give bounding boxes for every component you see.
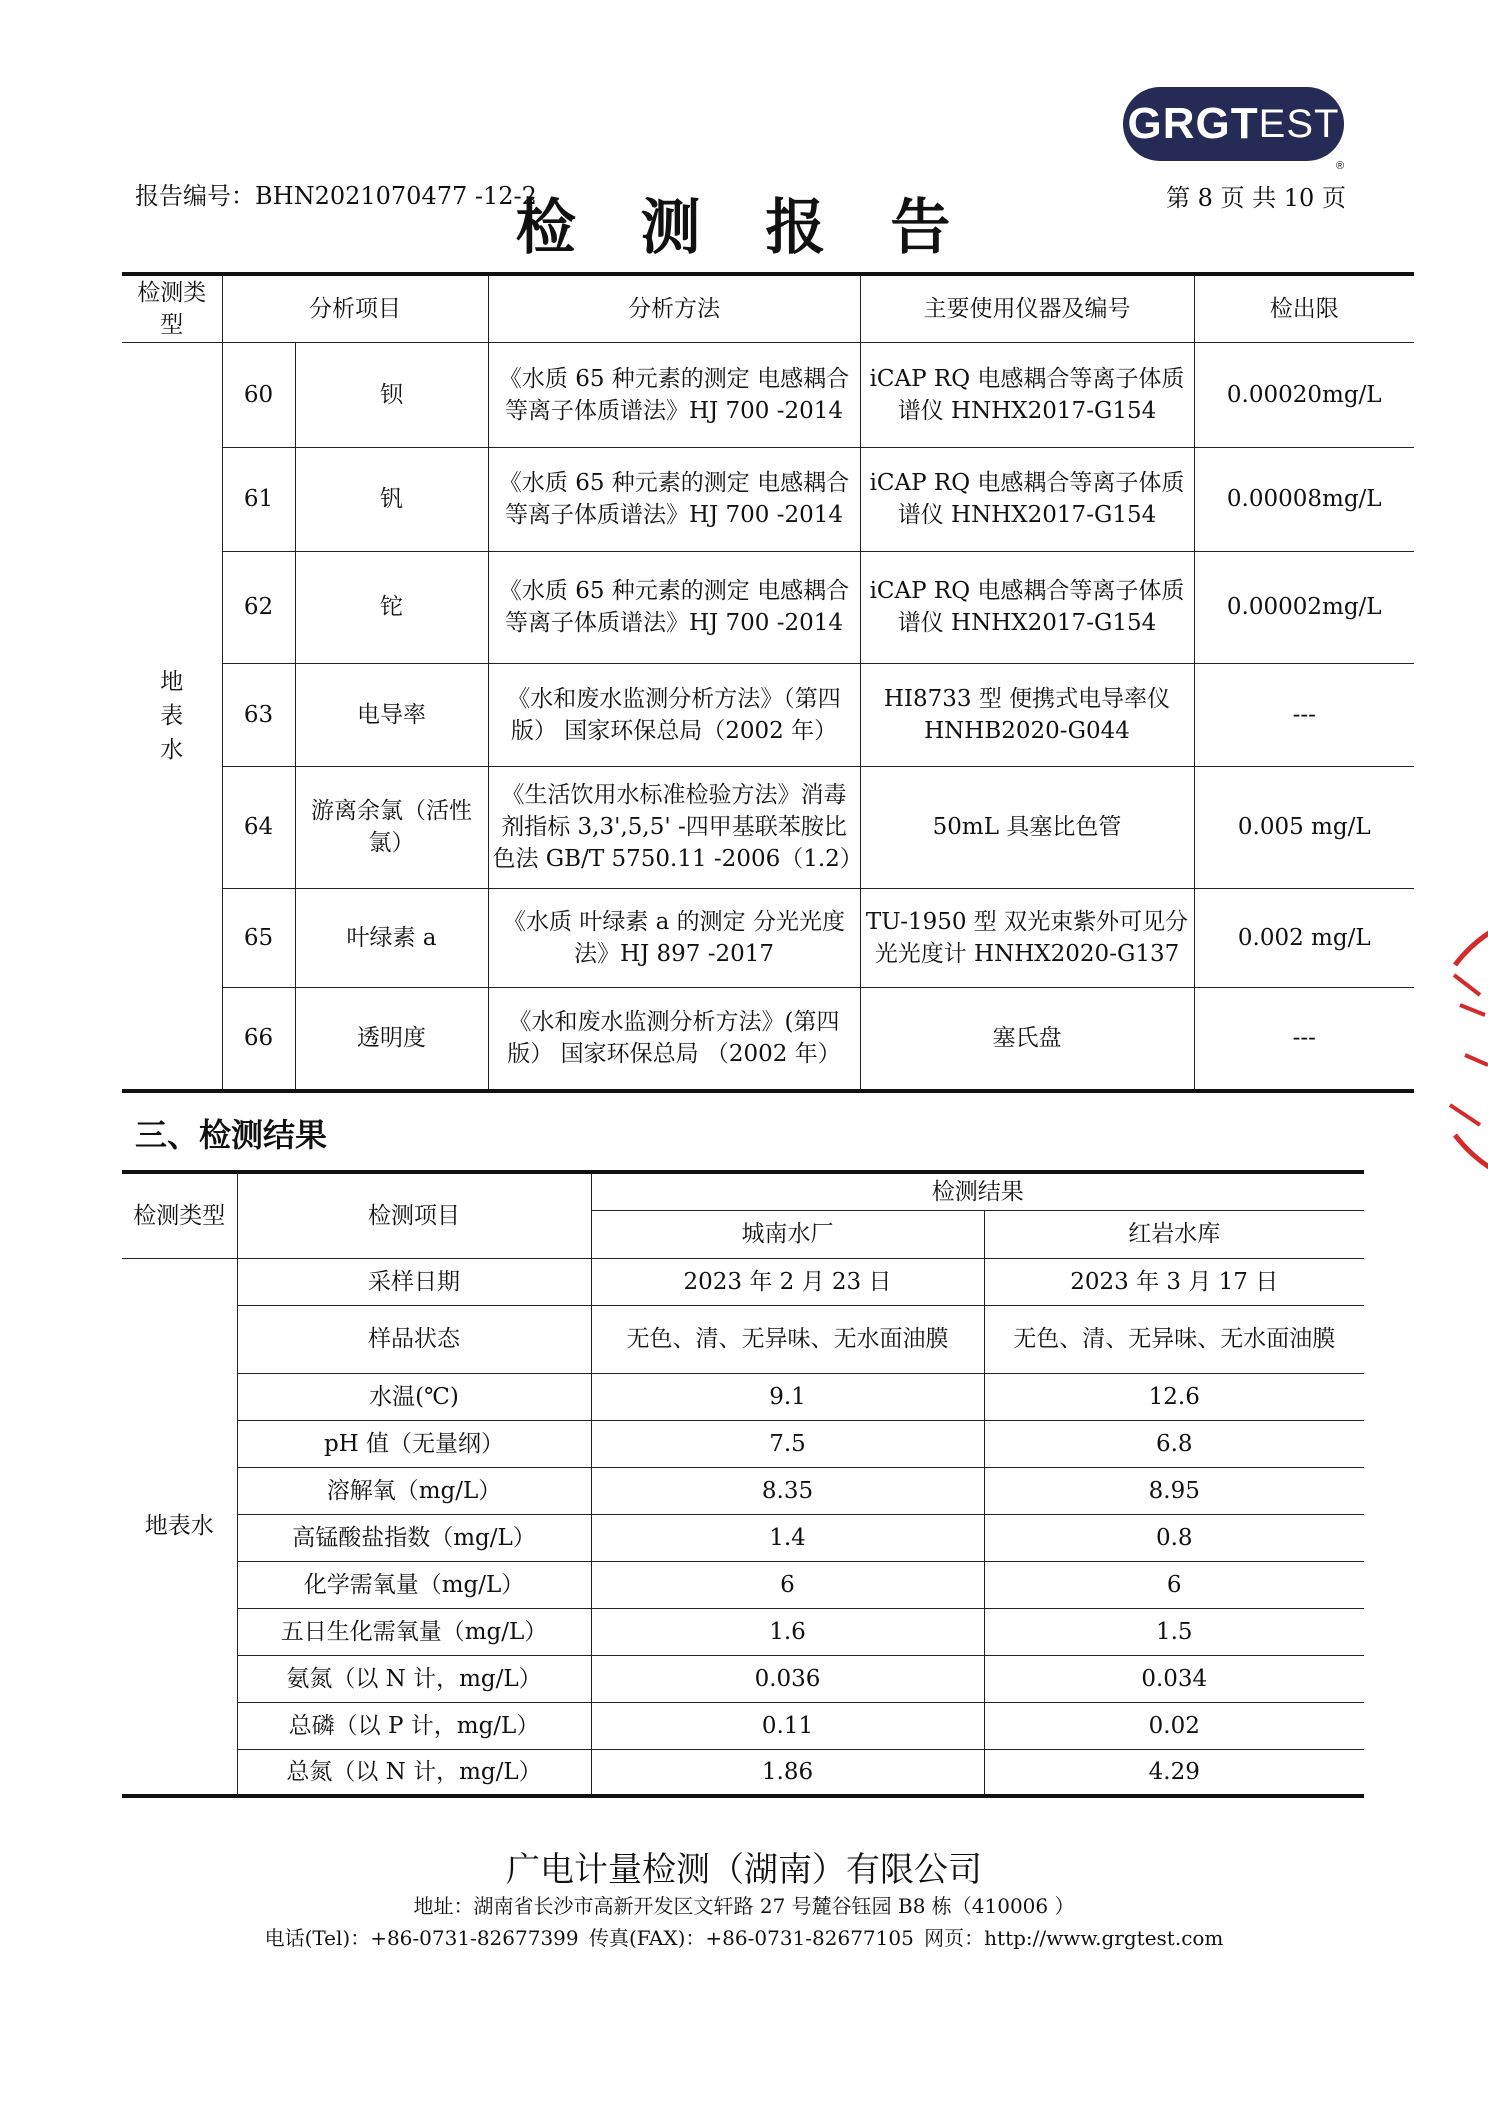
page-title: 检 测 报 告 bbox=[515, 193, 973, 263]
result-site-1: 1.4 bbox=[591, 1514, 984, 1561]
table-header-row bbox=[122, 274, 1414, 342]
page-number: 第 8 页 共 10 页 bbox=[1166, 184, 1346, 212]
table-row bbox=[122, 1655, 1364, 1702]
company-address: 地址：湖南省长沙市高新开发区文轩路 27 号麓谷钰园 B8 栋（410006 ） bbox=[413, 1894, 1075, 1918]
row-number: 63 bbox=[222, 663, 295, 766]
header-cell: 分析项目 bbox=[222, 274, 488, 342]
test-item: 高锰酸盐指数（mg/L） bbox=[237, 1514, 591, 1561]
instrument: 50mL 具塞比色管 bbox=[860, 766, 1194, 888]
instrument: iCAP RQ 电感耦合等离子体质谱仪 HNHX2017-G154 bbox=[860, 447, 1194, 551]
instrument: 塞氏盘 bbox=[860, 987, 1194, 1091]
logo-text: GRGT bbox=[1127, 99, 1259, 148]
header-cell: 分析方法 bbox=[488, 274, 860, 342]
table-row bbox=[122, 1420, 1364, 1467]
result-site-2: 6.8 bbox=[984, 1420, 1364, 1467]
test-item: pH 值（无量纲） bbox=[237, 1420, 591, 1467]
analysis-item: 钒 bbox=[295, 447, 488, 551]
result-site-1: 7.5 bbox=[591, 1420, 984, 1467]
result-site-1: 0.036 bbox=[591, 1655, 984, 1702]
company-contact: 电话(Tel)：+86-0731-82677399 传真(FAX)：+86-0731-82677105 网页：http://www.grgtest.com bbox=[264, 1926, 1224, 1950]
company-name: 广电计量检测（湖南）有限公司 bbox=[506, 1850, 982, 1890]
instrument: TU-1950 型 双光束紫外可见分光光度计 HNHX2020-G137 bbox=[860, 888, 1194, 987]
table-header-row bbox=[122, 1172, 1364, 1210]
result-site-2: 0.8 bbox=[984, 1514, 1364, 1561]
test-item: 五日生化需氧量（mg/L） bbox=[237, 1608, 591, 1655]
test-item: 总磷（以 P 计，mg/L） bbox=[237, 1702, 591, 1749]
result-site-1: 1.86 bbox=[591, 1749, 984, 1796]
header-cell: 检测类型 bbox=[122, 274, 222, 342]
grgtest-logo bbox=[1123, 87, 1344, 161]
detection-limit: 0.005 mg/L bbox=[1194, 766, 1414, 888]
test-item: 总氮（以 N 计，mg/L） bbox=[237, 1749, 591, 1796]
analysis-method: 《水质 65 种元素的测定 电感耦合等离子体质谱法》HJ 700 -2014 bbox=[488, 342, 860, 447]
test-item: 氨氮（以 N 计，mg/L） bbox=[237, 1655, 591, 1702]
result-site-2: 8.95 bbox=[984, 1467, 1364, 1514]
table-row bbox=[122, 888, 1414, 987]
test-item: 化学需氧量（mg/L） bbox=[237, 1561, 591, 1608]
detection-type-text: 地表水 bbox=[160, 668, 184, 763]
result-site-1: 6 bbox=[591, 1561, 984, 1608]
logo-text-thin: EST bbox=[1258, 101, 1340, 146]
result-site-2: 6 bbox=[984, 1561, 1364, 1608]
header-cell: 主要使用仪器及编号 bbox=[860, 274, 1194, 342]
analysis-method: 《水质 65 种元素的测定 电感耦合等离子体质谱法》HJ 700 -2014 bbox=[488, 551, 860, 663]
test-item: 水温(℃) bbox=[237, 1373, 591, 1420]
detection-limit: --- bbox=[1194, 987, 1414, 1091]
result-site-1: 2023 年 2 月 23 日 bbox=[591, 1258, 984, 1305]
table-row bbox=[122, 1305, 1364, 1373]
table-row bbox=[122, 1514, 1364, 1561]
analysis-item: 电导率 bbox=[295, 663, 488, 766]
header-cell: 检测结果 bbox=[591, 1172, 1364, 1210]
row-number: 64 bbox=[222, 766, 295, 888]
row-number: 65 bbox=[222, 888, 295, 987]
table-row bbox=[122, 1608, 1364, 1655]
table-row bbox=[122, 987, 1414, 1091]
analysis-method: 《水质 叶绿素 a 的测定 分光光度法》HJ 897 -2017 bbox=[488, 888, 860, 987]
test-item: 样品状态 bbox=[237, 1305, 591, 1373]
result-site-2: 1.5 bbox=[984, 1608, 1364, 1655]
result-site-2: 12.6 bbox=[984, 1373, 1364, 1420]
result-site-2: 2023 年 3 月 17 日 bbox=[984, 1258, 1364, 1305]
table-row bbox=[122, 1373, 1364, 1420]
test-item: 溶解氧（mg/L） bbox=[237, 1467, 591, 1514]
result-site-2: 0.034 bbox=[984, 1655, 1364, 1702]
table-row bbox=[122, 1702, 1364, 1749]
results-table bbox=[122, 1170, 1364, 1798]
red-seal-stamp bbox=[1440, 905, 1488, 1195]
result-site-1: 8.35 bbox=[591, 1467, 984, 1514]
detection-limit: 0.00002mg/L bbox=[1194, 551, 1414, 663]
registered-mark: ® bbox=[1336, 160, 1345, 172]
table-row bbox=[122, 1467, 1364, 1514]
result-site-2: 0.02 bbox=[984, 1702, 1364, 1749]
report-number: 报告编号：BHN2021070477 -12-2 bbox=[135, 182, 537, 210]
detection-limit: 0.00020mg/L bbox=[1194, 342, 1414, 447]
row-number: 61 bbox=[222, 447, 295, 551]
result-site-1: 9.1 bbox=[591, 1373, 984, 1420]
row-number: 66 bbox=[222, 987, 295, 1091]
detection-type bbox=[122, 342, 222, 1091]
result-site-1: 无色、清、无异味、无水面油膜 bbox=[591, 1305, 984, 1373]
row-number: 62 bbox=[222, 551, 295, 663]
site-header: 红岩水库 bbox=[984, 1210, 1364, 1258]
table-row bbox=[122, 342, 1414, 447]
analysis-item: 透明度 bbox=[295, 987, 488, 1091]
instrument: iCAP RQ 电感耦合等离子体质谱仪 HNHX2017-G154 bbox=[860, 551, 1194, 663]
instrument: iCAP RQ 电感耦合等离子体质谱仪 HNHX2017-G154 bbox=[860, 342, 1194, 447]
result-site-1: 0.11 bbox=[591, 1702, 984, 1749]
site-header: 城南水厂 bbox=[591, 1210, 984, 1258]
analysis-item: 钡 bbox=[295, 342, 488, 447]
result-site-1: 1.6 bbox=[591, 1608, 984, 1655]
table-row bbox=[122, 1258, 1364, 1305]
row-number: 60 bbox=[222, 342, 295, 447]
table-row bbox=[122, 551, 1414, 663]
analysis-item: 铊 bbox=[295, 551, 488, 663]
result-site-2: 4.29 bbox=[984, 1749, 1364, 1796]
test-item: 采样日期 bbox=[237, 1258, 591, 1305]
methods-table bbox=[122, 272, 1414, 1093]
header-cell: 检测项目 bbox=[237, 1172, 591, 1258]
detection-type: 地表水 bbox=[122, 1258, 237, 1796]
analysis-method: 《水和废水监测分析方法》(第四版） 国家环保总局 （2002 年） bbox=[488, 987, 860, 1091]
analysis-method: 《水和废水监测分析方法》（第四版） 国家环保总局（2002 年） bbox=[488, 663, 860, 766]
detection-limit: 0.002 mg/L bbox=[1194, 888, 1414, 987]
table-row bbox=[122, 663, 1414, 766]
analysis-method: 《水质 65 种元素的测定 电感耦合等离子体质谱法》HJ 700 -2014 bbox=[488, 447, 860, 551]
table-row bbox=[122, 1561, 1364, 1608]
instrument: HI8733 型 便携式电导率仪 HNHB2020-G044 bbox=[860, 663, 1194, 766]
analysis-method: 《生活饮用水标准检验方法》消毒剂指标 3,3',5,5' -四甲基联苯胺比色法 GB/T 5750.11 -2006（1.2） bbox=[488, 766, 860, 888]
analysis-item: 叶绿素 a bbox=[295, 888, 488, 987]
header-cell: 检出限 bbox=[1194, 274, 1414, 342]
result-site-2: 无色、清、无异味、无水面油膜 bbox=[984, 1305, 1364, 1373]
detection-limit: 0.00008mg/L bbox=[1194, 447, 1414, 551]
section-title: 三、检测结果 bbox=[135, 1116, 328, 1154]
header-cell: 检测类型 bbox=[122, 1172, 237, 1258]
analysis-item: 游离余氯（活性氯） bbox=[295, 766, 488, 888]
table-row bbox=[122, 766, 1414, 888]
table-row bbox=[122, 447, 1414, 551]
detection-limit: --- bbox=[1194, 663, 1414, 766]
table-row bbox=[122, 1749, 1364, 1796]
